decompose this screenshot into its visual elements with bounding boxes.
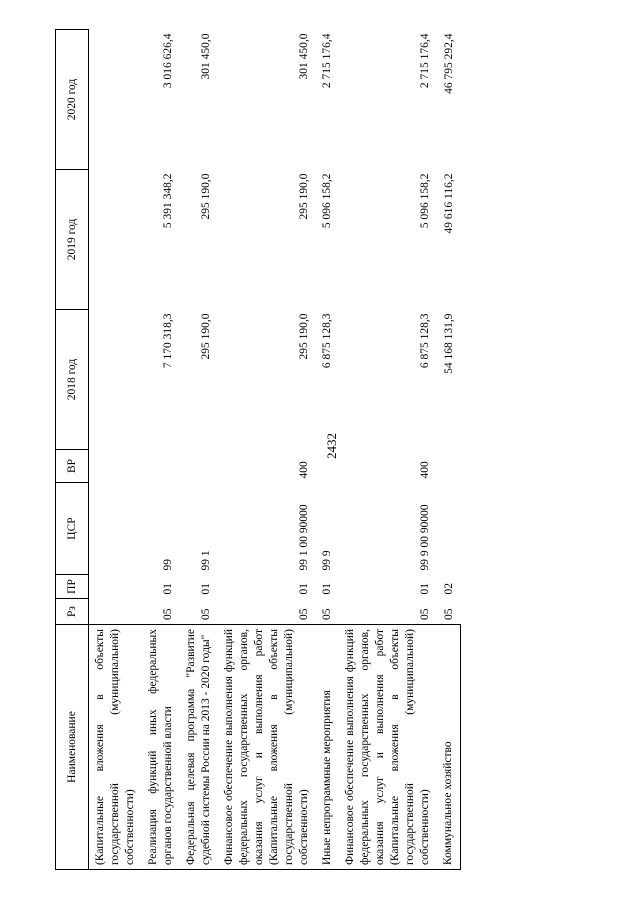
row-vr	[316, 450, 339, 483]
row-vr: 400	[419, 461, 431, 479]
row-csr: 99 1 00 90000	[298, 504, 310, 571]
rotated-table-wrapper	[55, 30, 590, 870]
table-row	[142, 30, 180, 870]
table-row	[180, 30, 218, 870]
col-header-2020: 2020 год	[56, 30, 89, 170]
row-csr	[89, 483, 143, 575]
row-pr: 02	[442, 583, 455, 595]
row-2018	[89, 310, 143, 450]
row-2019: 49 616 116,2	[442, 173, 455, 234]
row-pr: 01	[162, 583, 174, 595]
row-rz: 05	[200, 608, 212, 620]
row-csr	[437, 483, 461, 575]
row-csr: 99 9 00 90000	[419, 504, 431, 571]
col-header-name: Наименование	[56, 625, 89, 870]
table-row	[316, 30, 339, 870]
row-name: Финансовое обеспечение выполнения функций федеральных государственных органов, оказания услуг и выполнения работ (Капитальные вложения в объекты государственной (муниципальной) собственности)	[339, 625, 437, 870]
row-2019: 5 096 158,2	[419, 173, 431, 229]
row-pr	[89, 575, 143, 599]
row-2019	[89, 170, 143, 310]
col-header-vr: ВР	[56, 450, 89, 483]
row-2018: 295 190,0	[298, 313, 310, 360]
row-rz: 05	[419, 608, 431, 620]
row-2020: 301 450,0	[200, 33, 212, 80]
table-row	[339, 30, 437, 870]
row-name: Коммунальное хозяйство	[437, 625, 461, 870]
row-rz: 05	[442, 608, 455, 620]
row-2019: 295 190,0	[200, 173, 212, 220]
row-csr: 99 1	[200, 550, 212, 571]
row-name: Иные непрограммные мероприятия	[316, 625, 339, 870]
row-vr	[89, 450, 143, 483]
col-header-csr: ЦСР	[56, 483, 89, 575]
row-name: (Капитальные вложения в объекты государственной (муниципальной) собственности)	[89, 625, 143, 870]
row-name: Реализация функций иных федеральных органов государственной власти	[142, 625, 180, 870]
row-csr: 99 9	[321, 550, 333, 571]
row-2020: 46 795 292,4	[442, 33, 455, 94]
budget-table	[55, 29, 461, 870]
row-2018: 6 875 128,3	[321, 313, 333, 369]
table-row	[89, 30, 143, 870]
col-header-2019: 2019 год	[56, 170, 89, 310]
table-row	[218, 30, 316, 870]
row-name: Федеральная целевая программа "Развитие судебной системы России на 2013 - 2020 годы"	[180, 625, 218, 870]
row-pr: 01	[321, 583, 333, 595]
row-name: Финансовое обеспечение выполнения функций федеральных государственных органов, оказания услуг и выполнения работ (Капитальные вложения в объекты государственной (муниципальной) собственности)	[218, 625, 316, 870]
row-2018: 54 168 131,9	[442, 313, 455, 374]
col-header-2018: 2018 год	[56, 310, 89, 450]
row-2019: 5 096 158,2	[321, 173, 333, 229]
page-number: 2432	[324, 433, 339, 459]
row-rz: 05	[162, 608, 174, 620]
row-vr	[437, 450, 461, 483]
row-2020: 3 016 626,4	[162, 33, 174, 89]
row-2020: 2 715 176,4	[321, 33, 333, 89]
row-2019: 295 190,0	[298, 173, 310, 220]
row-2020: 2 715 176,4	[419, 33, 431, 89]
header-row	[56, 30, 89, 870]
row-pr: 01	[200, 583, 212, 595]
row-2018: 6 875 128,3	[419, 313, 431, 369]
row-2020	[89, 30, 143, 170]
row-rz: 05	[321, 608, 333, 620]
col-header-pr: ПР	[56, 575, 89, 599]
col-header-rz: Рз	[56, 599, 89, 625]
row-vr	[142, 450, 180, 483]
row-vr: 400	[298, 461, 310, 479]
row-rz	[89, 599, 143, 625]
row-pr: 01	[298, 583, 310, 595]
row-2018: 7 170 318,3	[162, 313, 174, 369]
row-2019: 5 391 348,2	[162, 173, 174, 229]
row-pr: 01	[419, 583, 431, 595]
row-vr	[180, 450, 218, 483]
row-2020: 301 450,0	[298, 33, 310, 80]
row-rz: 05	[298, 608, 310, 620]
row-csr: 99	[162, 559, 174, 571]
table-row	[437, 30, 461, 870]
row-2018: 295 190,0	[200, 313, 212, 360]
